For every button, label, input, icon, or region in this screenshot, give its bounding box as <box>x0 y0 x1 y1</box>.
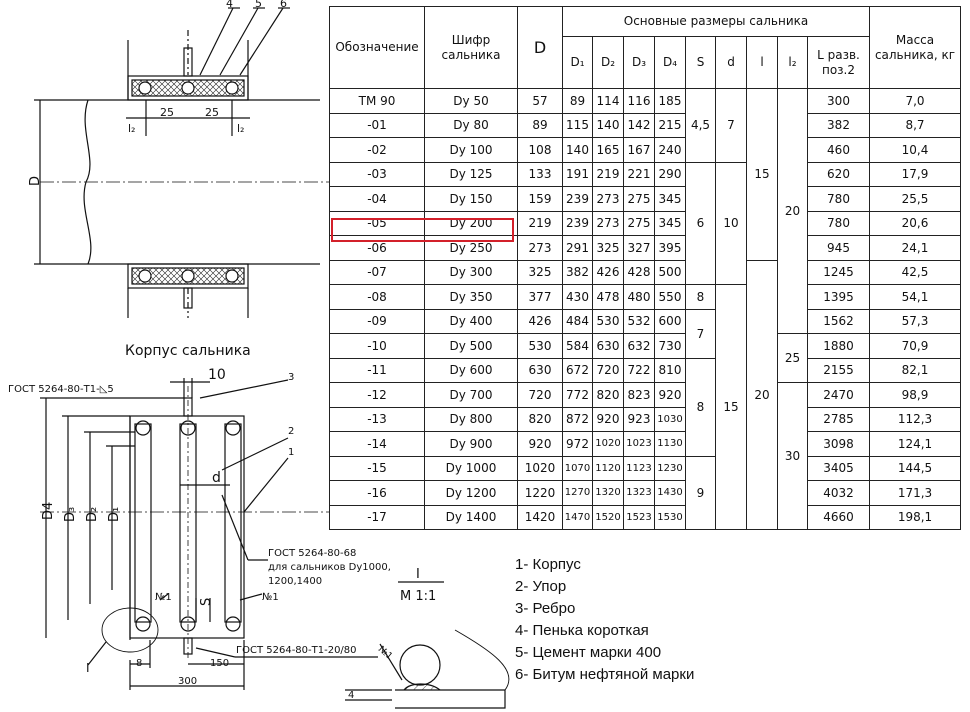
table-cell: 82,1 <box>870 358 961 383</box>
header-l2: l₂ <box>778 37 808 89</box>
table-cell: -13 <box>330 407 425 432</box>
table-cell: -14 <box>330 432 425 457</box>
header-D2: D₂ <box>593 37 624 89</box>
table-cell: 382 <box>808 113 870 138</box>
label-4: 4 <box>226 0 233 10</box>
header-designation: Обозначение <box>330 7 425 89</box>
table-cell: ТМ 90 <box>330 89 425 114</box>
table-cell: 478 <box>593 285 624 310</box>
table-cell: -07 <box>330 260 425 285</box>
table-cell: Dy 1000 <box>425 456 518 481</box>
table-cell: 171,3 <box>870 481 961 506</box>
table-cell: 1430 <box>655 481 686 506</box>
header-D3: D₃ <box>624 37 655 89</box>
header-l: l <box>747 37 778 89</box>
table-cell: 1270 <box>563 481 593 506</box>
dim-D1: D₁ <box>107 506 122 522</box>
table-cell: -11 <box>330 358 425 383</box>
table-cell: 600 <box>655 309 686 334</box>
table-row <box>330 481 961 506</box>
table-cell: Dy 150 <box>425 187 518 212</box>
table-cell: 630 <box>593 334 624 359</box>
table-cell: 1880 <box>808 334 870 359</box>
dim-D4: D4 <box>41 501 56 520</box>
dim-D3: D₃ <box>63 506 78 522</box>
table-cell: 1030 <box>655 407 686 432</box>
table-cell: 1023 <box>624 432 655 457</box>
header-d: d <box>716 37 747 89</box>
table-cell: 480 <box>624 285 655 310</box>
callout-3: 3 <box>288 372 295 383</box>
table-cell: 239 <box>563 211 593 236</box>
table-row <box>330 358 961 383</box>
table-cell: 780 <box>808 187 870 212</box>
table-cell: 377 <box>518 285 563 310</box>
callout-1: 1 <box>288 447 295 458</box>
gland-dimensions-table <box>329 6 961 530</box>
table-cell: 191 <box>563 162 593 187</box>
table-cell: -16 <box>330 481 425 506</box>
table-cell: 1245 <box>808 260 870 285</box>
table-row <box>330 138 961 163</box>
table-cell: 1070 <box>563 456 593 481</box>
table-cell: 632 <box>624 334 655 359</box>
table-cell: 720 <box>518 383 563 408</box>
gland-section-view <box>34 8 330 318</box>
table-cell: 57,3 <box>870 309 961 334</box>
table-cell: 920 <box>655 383 686 408</box>
legend-item: 2- Упор <box>515 578 567 595</box>
table-cell: 25 <box>778 334 808 383</box>
table-cell: 20 <box>747 260 778 530</box>
table-cell: 291 <box>563 236 593 261</box>
table-cell: 114 <box>593 89 624 114</box>
table-cell: 290 <box>655 162 686 187</box>
table-cell: 345 <box>655 187 686 212</box>
table-cell: 8 <box>686 285 716 310</box>
table-cell: Dy 700 <box>425 383 518 408</box>
table-cell: 430 <box>563 285 593 310</box>
dim-25-right: 25 <box>205 106 219 119</box>
detail-scale: М 1:1 <box>400 589 437 604</box>
table-cell: 530 <box>518 334 563 359</box>
table-row <box>330 383 961 408</box>
table-cell: Dy 125 <box>425 162 518 187</box>
table-cell: -15 <box>330 456 425 481</box>
table-cell: 722 <box>624 358 655 383</box>
table-row <box>330 407 961 432</box>
table-cell: 108 <box>518 138 563 163</box>
table-cell: 116 <box>624 89 655 114</box>
table-cell: 1230 <box>655 456 686 481</box>
table-row <box>330 309 961 334</box>
table-cell: 15 <box>747 89 778 261</box>
detail-title: I <box>416 567 420 582</box>
table-cell: 1020 <box>518 456 563 481</box>
table-cell: 20 <box>778 89 808 334</box>
table-cell: 10,4 <box>870 138 961 163</box>
detail-no1: №1 <box>376 644 395 663</box>
table-cell: -03 <box>330 162 425 187</box>
dim-d: d <box>212 470 221 486</box>
table-cell: 15 <box>716 285 747 530</box>
table-cell: 6 <box>686 162 716 285</box>
table-cell: 672 <box>563 358 593 383</box>
header-D4: D₄ <box>655 37 686 89</box>
table-cell: 1470 <box>563 505 593 530</box>
table-cell: 30 <box>778 383 808 530</box>
table-cell: 185 <box>655 89 686 114</box>
legend-item: 3- Ребро <box>515 600 576 617</box>
table-cell: 428 <box>624 260 655 285</box>
dim-D2: D₂ <box>85 506 100 522</box>
table-cell: 4,5 <box>686 89 716 163</box>
table-cell: 550 <box>655 285 686 310</box>
table-cell: 4660 <box>808 505 870 530</box>
table-cell: 327 <box>624 236 655 261</box>
table-cell: 2155 <box>808 358 870 383</box>
label-5: 5 <box>255 0 262 10</box>
table-cell: 89 <box>563 89 593 114</box>
table-cell: 112,3 <box>870 407 961 432</box>
table-cell: 273 <box>593 211 624 236</box>
table-row <box>330 113 961 138</box>
table-cell: 382 <box>563 260 593 285</box>
table-cell: 198,1 <box>870 505 961 530</box>
table-cell: Dy 350 <box>425 285 518 310</box>
table-cell: 772 <box>563 383 593 408</box>
table-cell: Dy 200 <box>425 211 518 236</box>
table-cell: 1120 <box>593 456 624 481</box>
table-row <box>330 260 961 285</box>
highlighted-row-frame <box>331 218 514 242</box>
table-cell: 820 <box>593 383 624 408</box>
table-cell: 1130 <box>655 432 686 457</box>
table-cell: 1220 <box>518 481 563 506</box>
table-cell: 923 <box>624 407 655 432</box>
table-cell: 460 <box>808 138 870 163</box>
table-cell: -04 <box>330 187 425 212</box>
table-cell: 1323 <box>624 481 655 506</box>
table-cell: 2470 <box>808 383 870 408</box>
dim-150: 150 <box>210 658 230 669</box>
table-cell: 972 <box>563 432 593 457</box>
table-cell: 1320 <box>593 481 624 506</box>
header-S: S <box>686 37 716 89</box>
callout-2: 2 <box>288 426 295 437</box>
dim-10: 10 <box>208 367 226 383</box>
table-cell: 57 <box>518 89 563 114</box>
table-cell: Dy 1400 <box>425 505 518 530</box>
table-cell: Dy 250 <box>425 236 518 261</box>
table-cell: 240 <box>655 138 686 163</box>
weld-no1-left: №1 <box>155 592 172 603</box>
table-cell: 7 <box>686 309 716 358</box>
table-cell: 630 <box>518 358 563 383</box>
table-cell: Dy 50 <box>425 89 518 114</box>
table-cell: 124,1 <box>870 432 961 457</box>
table-cell: 920 <box>518 432 563 457</box>
table-cell: Dy 1200 <box>425 481 518 506</box>
table-cell: 17,9 <box>870 162 961 187</box>
table-cell: 395 <box>655 236 686 261</box>
table-cell: 8 <box>686 358 716 456</box>
table-cell: -09 <box>330 309 425 334</box>
table-cell: 780 <box>808 211 870 236</box>
table-row <box>330 505 961 530</box>
table-cell: 823 <box>624 383 655 408</box>
table-cell: 140 <box>563 138 593 163</box>
table-cell: -12 <box>330 383 425 408</box>
header-D: D <box>518 7 563 89</box>
table-cell: 273 <box>518 236 563 261</box>
table-cell: 275 <box>624 211 655 236</box>
table-cell: 426 <box>518 309 563 334</box>
dim-D: D <box>28 175 43 186</box>
gost-68-line2: для сальников Dy1000, <box>268 562 391 573</box>
table-cell: 142 <box>624 113 655 138</box>
table-cell: 1420 <box>518 505 563 530</box>
table-cell: 820 <box>518 407 563 432</box>
table-cell: 24,1 <box>870 236 961 261</box>
table-cell: 219 <box>593 162 624 187</box>
table-cell: 54,1 <box>870 285 961 310</box>
table-cell: 140 <box>593 113 624 138</box>
table-cell: Dy 80 <box>425 113 518 138</box>
table-cell: 98,9 <box>870 383 961 408</box>
table-cell: -05 <box>330 211 425 236</box>
table-cell: 810 <box>655 358 686 383</box>
table-cell: 167 <box>624 138 655 163</box>
table-row <box>330 456 961 481</box>
label-6: 6 <box>280 0 287 10</box>
table-cell: 2785 <box>808 407 870 432</box>
table-cell: 275 <box>624 187 655 212</box>
gost-bottom-label: ГОСТ 5264-80-Т1-20/80 <box>236 645 357 656</box>
legend-item: 4- Пенька короткая <box>515 622 649 639</box>
table-cell: 730 <box>655 334 686 359</box>
table-cell: -10 <box>330 334 425 359</box>
table-cell: -06 <box>330 236 425 261</box>
table-cell: 159 <box>518 187 563 212</box>
table-cell: 10 <box>716 162 747 285</box>
table-row <box>330 432 961 457</box>
table-cell: 1395 <box>808 285 870 310</box>
legend-item: 5- Цемент марки 400 <box>515 644 662 661</box>
weld-no1-right: №1 <box>262 592 279 603</box>
detail-I-labels <box>348 567 436 701</box>
table-cell: Dy 400 <box>425 309 518 334</box>
dim-l2-right: l₂ <box>237 122 245 135</box>
table-cell: 20,6 <box>870 211 961 236</box>
header-mass: Масса сальника, кг <box>870 7 961 89</box>
table-row <box>330 187 961 212</box>
table-cell: 532 <box>624 309 655 334</box>
drawing-caption: Корпус сальника <box>125 343 251 359</box>
table-cell: 3098 <box>808 432 870 457</box>
table-cell: 89 <box>518 113 563 138</box>
table-cell: -02 <box>330 138 425 163</box>
table-cell: 325 <box>518 260 563 285</box>
table-cell: 115 <box>563 113 593 138</box>
table-cell: 300 <box>808 89 870 114</box>
table-cell: 3405 <box>808 456 870 481</box>
table-cell: 239 <box>563 187 593 212</box>
gost-68-line3: 1200,1400 <box>268 576 323 587</box>
header-main-dimensions: Основные размеры сальника <box>563 7 870 37</box>
header-D1: D₁ <box>563 37 593 89</box>
detail-dim-4: 4 <box>348 690 355 701</box>
table-cell: 42,5 <box>870 260 961 285</box>
gost-68-line1: ГОСТ 5264-80-68 <box>268 548 357 559</box>
table-cell: -08 <box>330 285 425 310</box>
table-cell: 1530 <box>655 505 686 530</box>
table-cell: 25,5 <box>870 187 961 212</box>
table-cell: 144,5 <box>870 456 961 481</box>
gland-front-view <box>40 378 378 690</box>
table-cell: 219 <box>518 211 563 236</box>
table-cell: 345 <box>655 211 686 236</box>
dim-8: 8 <box>136 658 143 669</box>
table-cell: 484 <box>563 309 593 334</box>
dim-S: S <box>199 597 214 606</box>
gost-rib-label: ГОСТ 5264-80-Т1-◺5 <box>8 384 114 395</box>
table-cell: Dy 900 <box>425 432 518 457</box>
table-cell: 920 <box>593 407 624 432</box>
table-row <box>330 89 961 114</box>
table-cell: 500 <box>655 260 686 285</box>
legend-item: 6- Битум нефтяной марки <box>515 666 695 683</box>
table-cell: Dy 500 <box>425 334 518 359</box>
table-cell: 1562 <box>808 309 870 334</box>
table-cell: 7,0 <box>870 89 961 114</box>
table-cell: Dy 600 <box>425 358 518 383</box>
table-cell: -17 <box>330 505 425 530</box>
table-row <box>330 334 961 359</box>
table-cell: 273 <box>593 187 624 212</box>
table-cell: 584 <box>563 334 593 359</box>
table-cell: 720 <box>593 358 624 383</box>
table-cell: -01 <box>330 113 425 138</box>
table-cell: 1123 <box>624 456 655 481</box>
table-cell: 165 <box>593 138 624 163</box>
table-row <box>330 162 961 187</box>
table-cell: 7 <box>716 89 747 163</box>
table-cell: 620 <box>808 162 870 187</box>
table-cell: 133 <box>518 162 563 187</box>
dim-l2-left: l₂ <box>128 122 136 135</box>
header-code: Шифр сальника <box>425 7 518 89</box>
table-cell: 1020 <box>593 432 624 457</box>
table-cell: 426 <box>593 260 624 285</box>
table-cell: 70,9 <box>870 334 961 359</box>
table-cell: Dy 100 <box>425 138 518 163</box>
table-cell: 1520 <box>593 505 624 530</box>
table-cell: 4032 <box>808 481 870 506</box>
dim-25-left: 25 <box>160 106 174 119</box>
table-cell: 1523 <box>624 505 655 530</box>
parts-legend <box>515 554 694 686</box>
header-L: L разв. поз.2 <box>808 37 870 89</box>
view-I-label: I <box>86 661 90 675</box>
table-cell: 215 <box>655 113 686 138</box>
table-cell: 221 <box>624 162 655 187</box>
table-cell: Dy 300 <box>425 260 518 285</box>
table-cell: Dy 800 <box>425 407 518 432</box>
table-cell: 325 <box>593 236 624 261</box>
legend-item: 1- Корпус <box>515 556 581 573</box>
dim-300: 300 <box>178 676 198 687</box>
table-cell: 872 <box>563 407 593 432</box>
table-cell: 9 <box>686 456 716 530</box>
table-cell: 8,7 <box>870 113 961 138</box>
table-row <box>330 285 961 310</box>
table-cell: 530 <box>593 309 624 334</box>
table-cell: 945 <box>808 236 870 261</box>
